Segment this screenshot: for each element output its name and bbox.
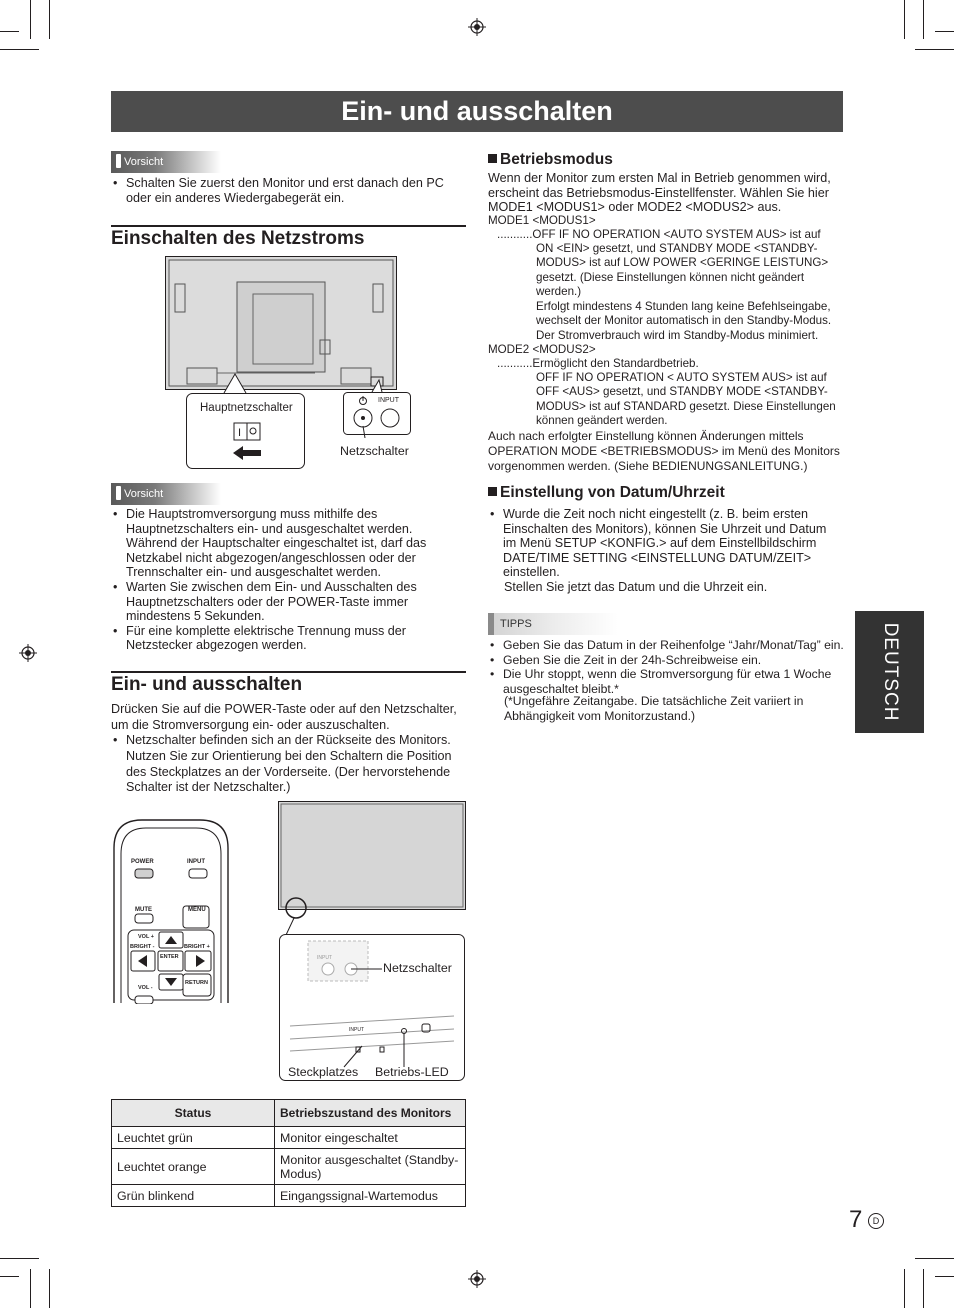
remote-return-label: RETURN: [185, 980, 208, 986]
caution-icon: [116, 486, 121, 500]
registration-mark-icon: [468, 1270, 486, 1288]
remote-menu-label: MENU: [188, 907, 206, 913]
mode1-label: MODE1 <MODUS1>: [488, 214, 596, 227]
crop-mark: [915, 49, 954, 50]
language-tab: DEUTSCH: [855, 611, 924, 733]
remote-vol-plus-label: VOL +: [138, 934, 154, 940]
remote-input-label: INPUT: [187, 859, 205, 865]
caution-icon: [116, 154, 121, 168]
caution-label-2: Vorsicht: [111, 483, 221, 505]
remote-power-label: POWER: [131, 859, 154, 865]
list-item: • Die Hauptstromversorgung muss mithilfe des Hauptnetzschalters ein- und ausgeschaltet werden. Während der Hauptschalter eingeschaltet ist, darf das Netzkabel nicht abgezogen/angeschlossen oder der Trennschalter ein- und ausgeschaltet werden.: [111, 507, 456, 580]
betriebsmodus-heading: Betriebsmodus: [488, 151, 613, 169]
switch-callout-figure: [342, 378, 414, 438]
crop-mark: [0, 1258, 39, 1259]
table-cell: Leuchtet grün: [112, 1127, 275, 1149]
tips-note: (*Ungefähre Zeitangabe. Die tatsächliche Zeit variiert in Abhängigkeit vom Monitorzustand.): [504, 694, 804, 723]
front-power-switch-label: Netzschalter: [383, 961, 452, 975]
page-suffix-badge: D: [868, 1213, 884, 1229]
table-row: [112, 1185, 466, 1207]
mode2-text: OFF IF NO OPERATION < AUTO SYSTEM AUS> ist auf OFF <AUS> gesetzt, und STANDBY MODE <STANDBY-MODUS> ist auf STANDARD gesetzt. Diese Einstellungen können geändert werden.: [536, 371, 836, 427]
remote-enter-label: ENTER: [160, 954, 179, 960]
table-cell: Monitor eingeschaltet: [275, 1127, 466, 1149]
caution-list-2: [111, 507, 456, 653]
tips-list: [488, 638, 848, 696]
list-item: • Die Uhr stoppt, wenn die Stromversorgung für etwa 1 Woche ausgeschaltet bleibt.*: [488, 667, 848, 696]
square-bullet-icon: [488, 154, 497, 163]
caution-list-1: [111, 176, 466, 205]
table-row: [112, 1127, 466, 1149]
crop-mark: [915, 1258, 954, 1259]
table-cell: Eingangssignal-Wartemodus: [275, 1185, 466, 1207]
remote-mute-label: MUTE: [135, 907, 152, 913]
tips-label: TIPPS: [488, 613, 618, 635]
slot-label: Steckplatzes: [288, 1065, 359, 1079]
crop-mark: [0, 31, 19, 32]
crop-mark: [904, 0, 905, 39]
mode1-lead: ...........OFF IF NO OPERATION <AUTO SYSTEM AUS> ist auf: [497, 228, 821, 241]
betriebsmodus-outro: Auch nach erfolgter Einstellung können Änderungen mittels OPERATION MODE <BETRIEBSMODUS> im Menü des Monitors vorgenommen werden. (Siehe BEDIENUNGSANLEITUNG.): [488, 429, 840, 473]
crop-mark: [923, 1269, 924, 1308]
crop-mark: [923, 0, 924, 39]
remote-vol-minus-label: VOL -: [138, 985, 153, 991]
mode1-text2: Erfolgt mindestens 4 Stunden lang keine Befehlseingabe, wechselt der Monitor automatisch in den Standby-Modus. Der Stromverbrauch wird im Standby-Modus minimiert.: [536, 300, 832, 342]
table-cell: Leuchtet orange: [112, 1149, 275, 1185]
crop-mark: [0, 49, 39, 50]
page-number: 7: [849, 1206, 863, 1233]
list-item: • Geben Sie das Datum in der Reihenfolge “Jahr/Monat/Tag” ein.: [488, 638, 848, 653]
list-item: • Wurde die Zeit noch nicht eingestellt (z. B. beim ersten Einschalten des Monitors), können Sie Uhrzeit und Datum im Menü SETUP <KONFIG.> auf dem Einstellbildschirm DATE/TIME SETTING <EINSTELLUNG DATUM/ZEIT> einstellen.: [488, 507, 840, 580]
registration-mark-icon: [468, 18, 486, 36]
list-item: • Netzschalter befinden sich an der Rückseite des Monitors. Nutzen Sie zur Orientierung bei den Schaltern die Position des Steckplatzes an der Vorderseite. (Der hervorstehende Schalter ist der Netzschalter.): [111, 733, 466, 796]
input-label-small: INPUT: [378, 397, 399, 404]
table-row: [112, 1149, 466, 1185]
datum-item2: Stellen Sie jetzt das Datum und die Uhrzeit ein.: [504, 580, 768, 594]
input-label-tiny: INPUT: [349, 1027, 364, 1033]
section-heading-ein-aus: Ein- und ausschalten: [111, 671, 466, 696]
registration-mark-icon: [19, 644, 37, 662]
table-header-state: Betriebszustand des Monitors: [275, 1100, 466, 1127]
crop-mark: [0, 1276, 19, 1277]
section2-intro: Drücken Sie auf die POWER-Taste oder auf den Netzschalter, um die Stromversorgung ein- oder auszuschalten.: [111, 702, 457, 732]
section-heading-netzstrom: Einschalten des Netzstroms: [111, 225, 466, 250]
svg-text:I: I: [238, 427, 242, 439]
crop-mark: [904, 1269, 905, 1308]
mode1-text: ON <EIN> gesetzt, und STANDBY MODE <STANDBY-MODUS> ist auf LOW POWER <GERINGE LEISTUNG> gesetzt. (Diese Einstellungen können nicht geändert werden.): [536, 242, 829, 298]
list-item: • Schalten Sie zuerst den Monitor und erst danach den PC oder ein anderes Wiedergabegerät ein.: [111, 176, 466, 205]
table-cell: Grün blinkend: [112, 1185, 275, 1207]
remote-control-figure: [112, 818, 230, 1004]
list-item: • Für eine komplette elektrische Trennung muss der Netzstecker abgezogen werden.: [111, 624, 456, 653]
led-status-table: [111, 1099, 466, 1207]
crop-mark: [30, 0, 31, 39]
datum-heading: Einstellung von Datum/Uhrzeit: [488, 484, 725, 502]
crop-mark: [49, 0, 50, 39]
input-label-faded: INPUT: [317, 955, 332, 961]
mode2-lead: ...........Ermöglicht den Standardbetrieb.: [497, 357, 699, 370]
mode2-label: MODE2 <MODUS2>: [488, 343, 596, 356]
power-switch-label: Netzschalter: [340, 444, 409, 458]
square-bullet-icon: [488, 487, 497, 496]
datum-list: [488, 507, 840, 580]
led-label: Betriebs-LED: [375, 1065, 449, 1079]
crop-mark: [935, 1276, 954, 1277]
caution-label-1: Vorsicht: [111, 151, 221, 173]
list-item: • Geben Sie die Zeit in der 24h-Schreibweise ein.: [488, 653, 848, 668]
list-item: • Warten Sie zwischen dem Ein- und Ausschalten des Hauptnetzschalters oder der POWER-Taste immer mindestens 5 Sekunden.: [111, 580, 456, 624]
crop-mark: [49, 1269, 50, 1308]
page-title: Ein- und ausschalten: [111, 91, 843, 132]
remote-bright-plus-label: BRIGHT +: [184, 944, 210, 950]
betriebsmodus-intro: Wenn der Monitor zum ersten Mal in Betrieb genommen wird, erscheint das Betriebsmodus-Einstellfenster. Wählen Sie hier MODE1 <MODUS1> oder MODE2 <MODUS2> aus.: [488, 171, 831, 215]
table-header-status: Status: [112, 1100, 275, 1127]
main-switch-label: Hauptnetzschalter: [200, 402, 293, 414]
remote-bright-minus-label: BRIGHT -: [130, 944, 155, 950]
monitor-front-figure: [278, 801, 467, 1084]
crop-mark: [30, 1269, 31, 1308]
table-cell: Monitor ausgeschaltet (Standby-Modus): [275, 1149, 466, 1185]
section2-list: [111, 733, 466, 796]
crop-mark: [935, 31, 954, 32]
